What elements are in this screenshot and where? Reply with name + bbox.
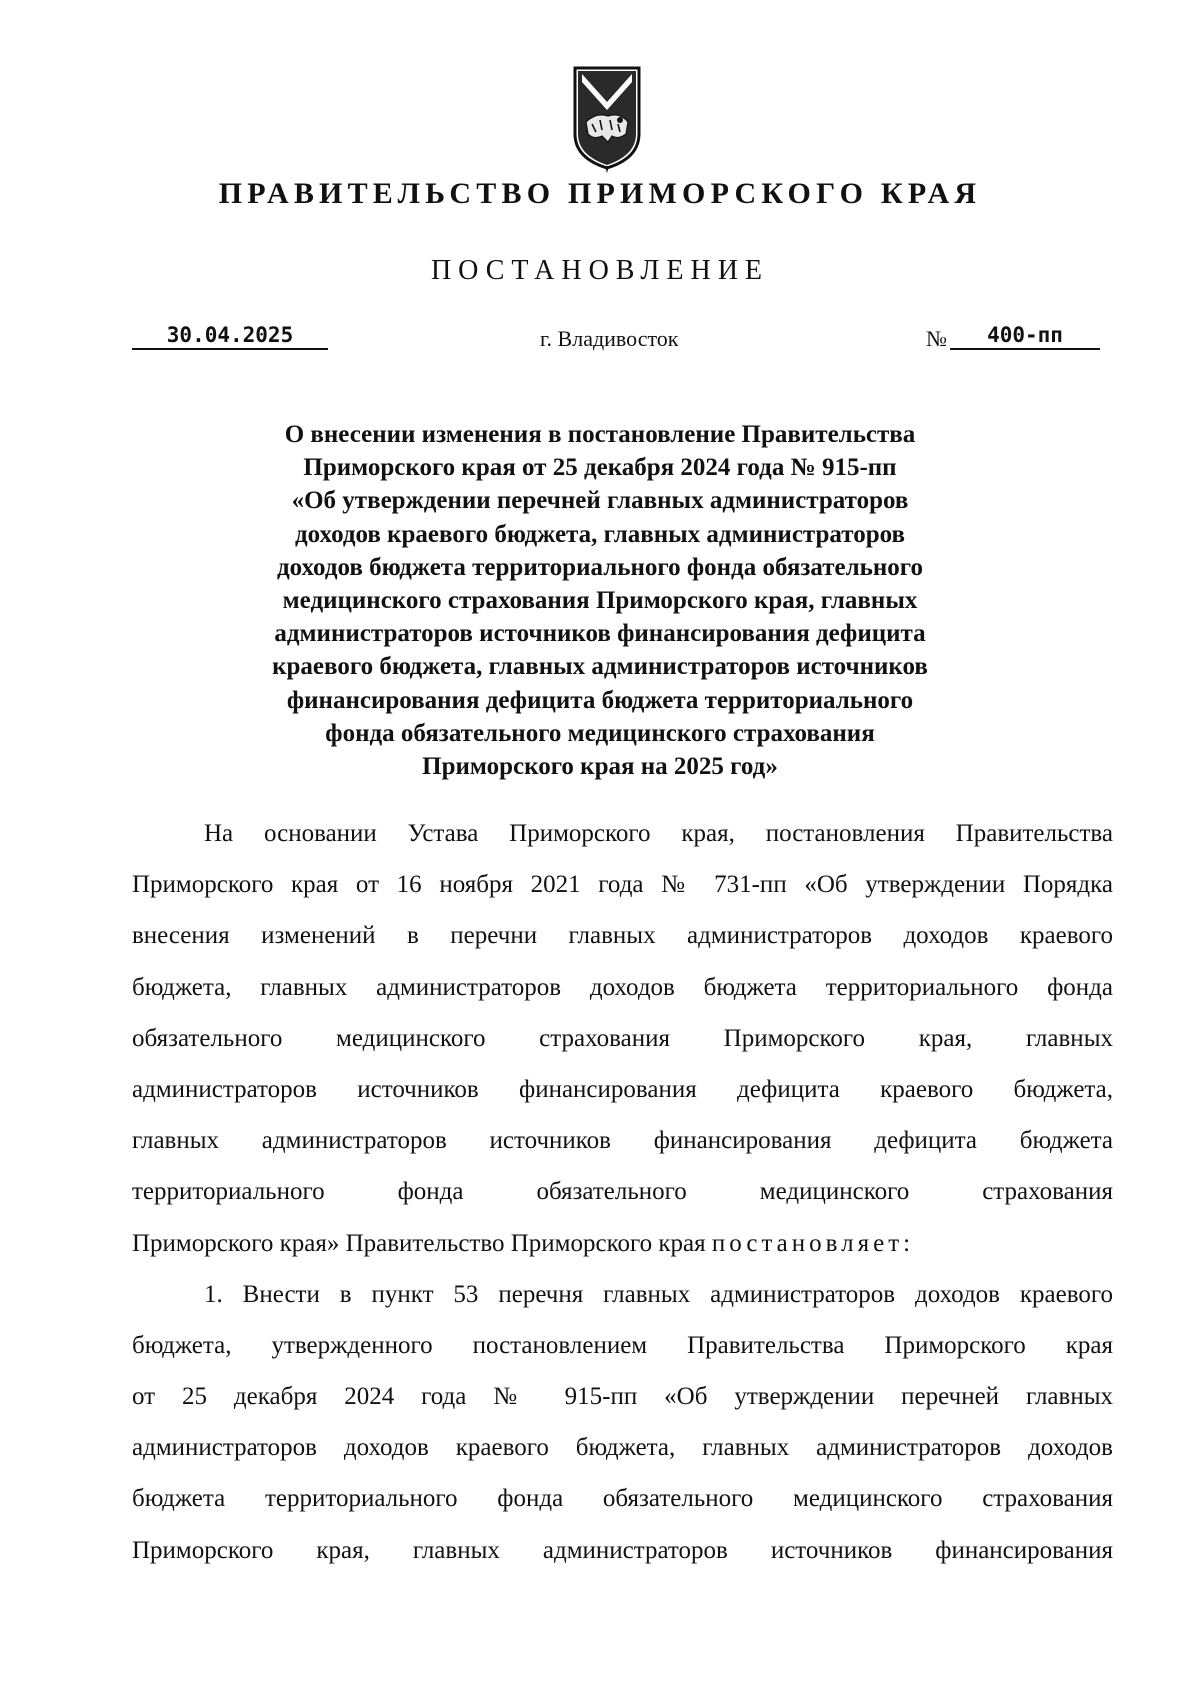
number-underline (950, 348, 1100, 350)
body-line: внесения изменений в перечни главных администраторов доходов краевого (132, 922, 1113, 950)
number-sign: № (926, 326, 947, 351)
date-underline (132, 348, 328, 350)
body-line: На основании Устава Приморского края, постановления Правительства (204, 820, 1113, 847)
document-number: 400-пп (987, 323, 1063, 347)
body-line: Приморского края, главных администраторов источников финансирования (132, 1536, 1113, 1564)
body-line: обязательного медицинского страхования Приморского края, главных (132, 1024, 1113, 1052)
body-line: бюджета территориального фонда обязательного медицинского страхования (132, 1485, 1113, 1513)
title-line: администраторов источников финансирования дефицита (274, 620, 926, 648)
title-line: Приморского края от 25 декабря 2024 года № 915-пп (303, 454, 897, 482)
title-line: финансирования дефицита бюджета территориального (286, 686, 914, 714)
body-line: 1. Внести в пункт 53 перечня главных администраторов доходов краевого (204, 1280, 1113, 1308)
body-line: главных администраторов источников финансирования дефицита бюджета (132, 1127, 1113, 1155)
body-line: бюджета, утвержденного постановлением Правительства Приморского края (132, 1331, 1113, 1359)
organization-name: ПРАВИТЕЛЬСТВО ПРИМОРСКОГО КРАЯ (218, 177, 982, 210)
coat-of-arms-emblem (572, 62, 642, 174)
title-line: краевого бюджета, главных администраторов источников (272, 653, 928, 681)
document-title (170, 418, 1030, 783)
title-line: «Об утверждении перечней главных администраторов (291, 487, 909, 515)
resolution-verb: постановляет: (711, 1229, 915, 1257)
title-line: фонда обязательного медицинского страхования (325, 719, 875, 747)
body-line: территориального фонда обязательного медицинского страхования (132, 1178, 1113, 1206)
title-line: Приморского края на 2025 год» (422, 753, 778, 781)
document-body (132, 808, 1113, 1576)
title-line: доходов бюджета территориального фонда обязательного (276, 553, 924, 581)
body-line: от 25 декабря 2024 года № 915-пп «Об утверждении перечней главных (132, 1383, 1113, 1411)
document-type: ПОСТАНОВЛЕНИЕ (430, 255, 770, 286)
title-line: доходов краевого бюджета, главных администраторов (295, 520, 905, 548)
paragraph-item-1 (132, 1269, 1113, 1576)
body-line-final (132, 1218, 1113, 1269)
body-line: администраторов доходов краевого бюджета, главных администраторов доходов (132, 1434, 1113, 1462)
document-city: г. Владивосток (540, 326, 679, 351)
body-line: бюджета, главных администраторов доходов бюджета территориального фонда (132, 973, 1113, 1001)
body-line: Приморского края от 16 ноября 2021 года № 731-пп «Об утверждении Порядка (132, 871, 1113, 899)
paragraph-preamble (132, 808, 1113, 1269)
title-line: О внесении изменения в постановление Правительства (284, 421, 916, 448)
body-line-text: Приморского края» Правительство Приморского края (132, 1229, 706, 1257)
document-date: 30.04.2025 (166, 323, 294, 347)
body-line: администраторов источников финансирования дефицита краевого бюджета, (132, 1075, 1113, 1103)
title-line: медицинского страхования Приморского края, главных (282, 587, 918, 615)
